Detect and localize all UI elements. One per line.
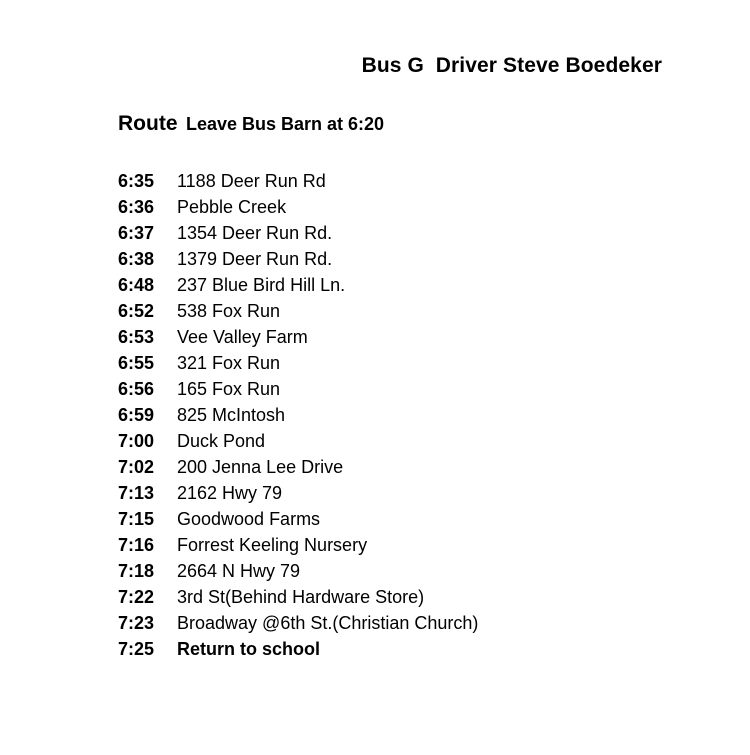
stop-place: Vee Valley Farm <box>177 327 308 347</box>
route-departure-note: Leave Bus Barn at 6:20 <box>185 114 385 134</box>
stop-row <box>118 480 478 506</box>
page-title: Bus G Driver Steve Boedeker <box>361 54 662 77</box>
stop-place: 825 McIntosh <box>177 405 286 425</box>
stop-place: 321 Fox Run <box>177 353 281 373</box>
stop-time: 6:36 <box>118 197 155 217</box>
stop-row <box>118 168 478 194</box>
stop-time: 7:25 <box>118 639 155 659</box>
stop-place: 2664 N Hwy 79 <box>177 561 301 581</box>
stop-row-return <box>118 636 478 662</box>
stop-row <box>118 298 478 324</box>
stop-place: Duck Pond <box>177 431 266 451</box>
stop-time: 6:53 <box>118 327 155 347</box>
stop-list <box>118 168 478 662</box>
stop-place: Return to school <box>177 639 320 659</box>
stop-place: 200 Jenna Lee Drive <box>177 457 344 477</box>
stop-place: 1354 Deer Run Rd. <box>177 223 333 243</box>
route-heading <box>118 112 384 136</box>
stop-time: 7:02 <box>118 457 155 477</box>
stop-place: 1188 Deer Run Rd <box>177 171 326 191</box>
route-label: Route <box>118 112 178 135</box>
stop-row <box>118 350 478 376</box>
stop-time: 6:56 <box>118 379 155 399</box>
stop-time: 7:16 <box>118 535 155 555</box>
stop-place: Goodwood Farms <box>177 509 321 529</box>
stop-time: 7:15 <box>118 509 155 529</box>
stop-place: 237 Blue Bird Hill Ln. <box>177 275 346 295</box>
stop-row <box>118 584 478 610</box>
stop-row <box>118 428 478 454</box>
stop-place: Broadway @6th St.(Christian Church) <box>177 613 479 633</box>
stop-row <box>118 376 478 402</box>
stop-place: 3rd St(Behind Hardware Store) <box>177 587 425 607</box>
stop-place: 1379 Deer Run Rd. <box>177 249 333 269</box>
stop-row <box>118 532 478 558</box>
stop-place: 2162 Hwy 79 <box>177 483 283 503</box>
stop-place: 165 Fox Run <box>177 379 281 399</box>
stop-time: 6:48 <box>118 275 155 295</box>
stop-place: Pebble Creek <box>177 197 287 217</box>
stop-time: 6:55 <box>118 353 155 373</box>
stop-row <box>118 402 478 428</box>
stop-row <box>118 272 478 298</box>
stop-time: 7:22 <box>118 587 155 607</box>
stop-row <box>118 194 478 220</box>
stop-time: 7:00 <box>118 431 155 451</box>
stop-time: 6:35 <box>118 171 155 191</box>
stop-row <box>118 558 478 584</box>
stop-time: 7:13 <box>118 483 155 503</box>
stop-time: 7:18 <box>118 561 155 581</box>
stop-time: 6:38 <box>118 249 155 269</box>
stop-row <box>118 454 478 480</box>
stop-place: 538 Fox Run <box>177 301 281 321</box>
stop-row <box>118 610 478 636</box>
stop-place: Forrest Keeling Nursery <box>177 535 368 555</box>
stop-row <box>118 220 478 246</box>
stop-row <box>118 506 478 532</box>
stop-time: 7:23 <box>118 613 155 633</box>
stop-time: 6:52 <box>118 301 155 321</box>
stop-time: 6:37 <box>118 223 155 243</box>
stop-time: 6:59 <box>118 405 155 425</box>
stop-row <box>118 246 478 272</box>
stop-row <box>118 324 478 350</box>
